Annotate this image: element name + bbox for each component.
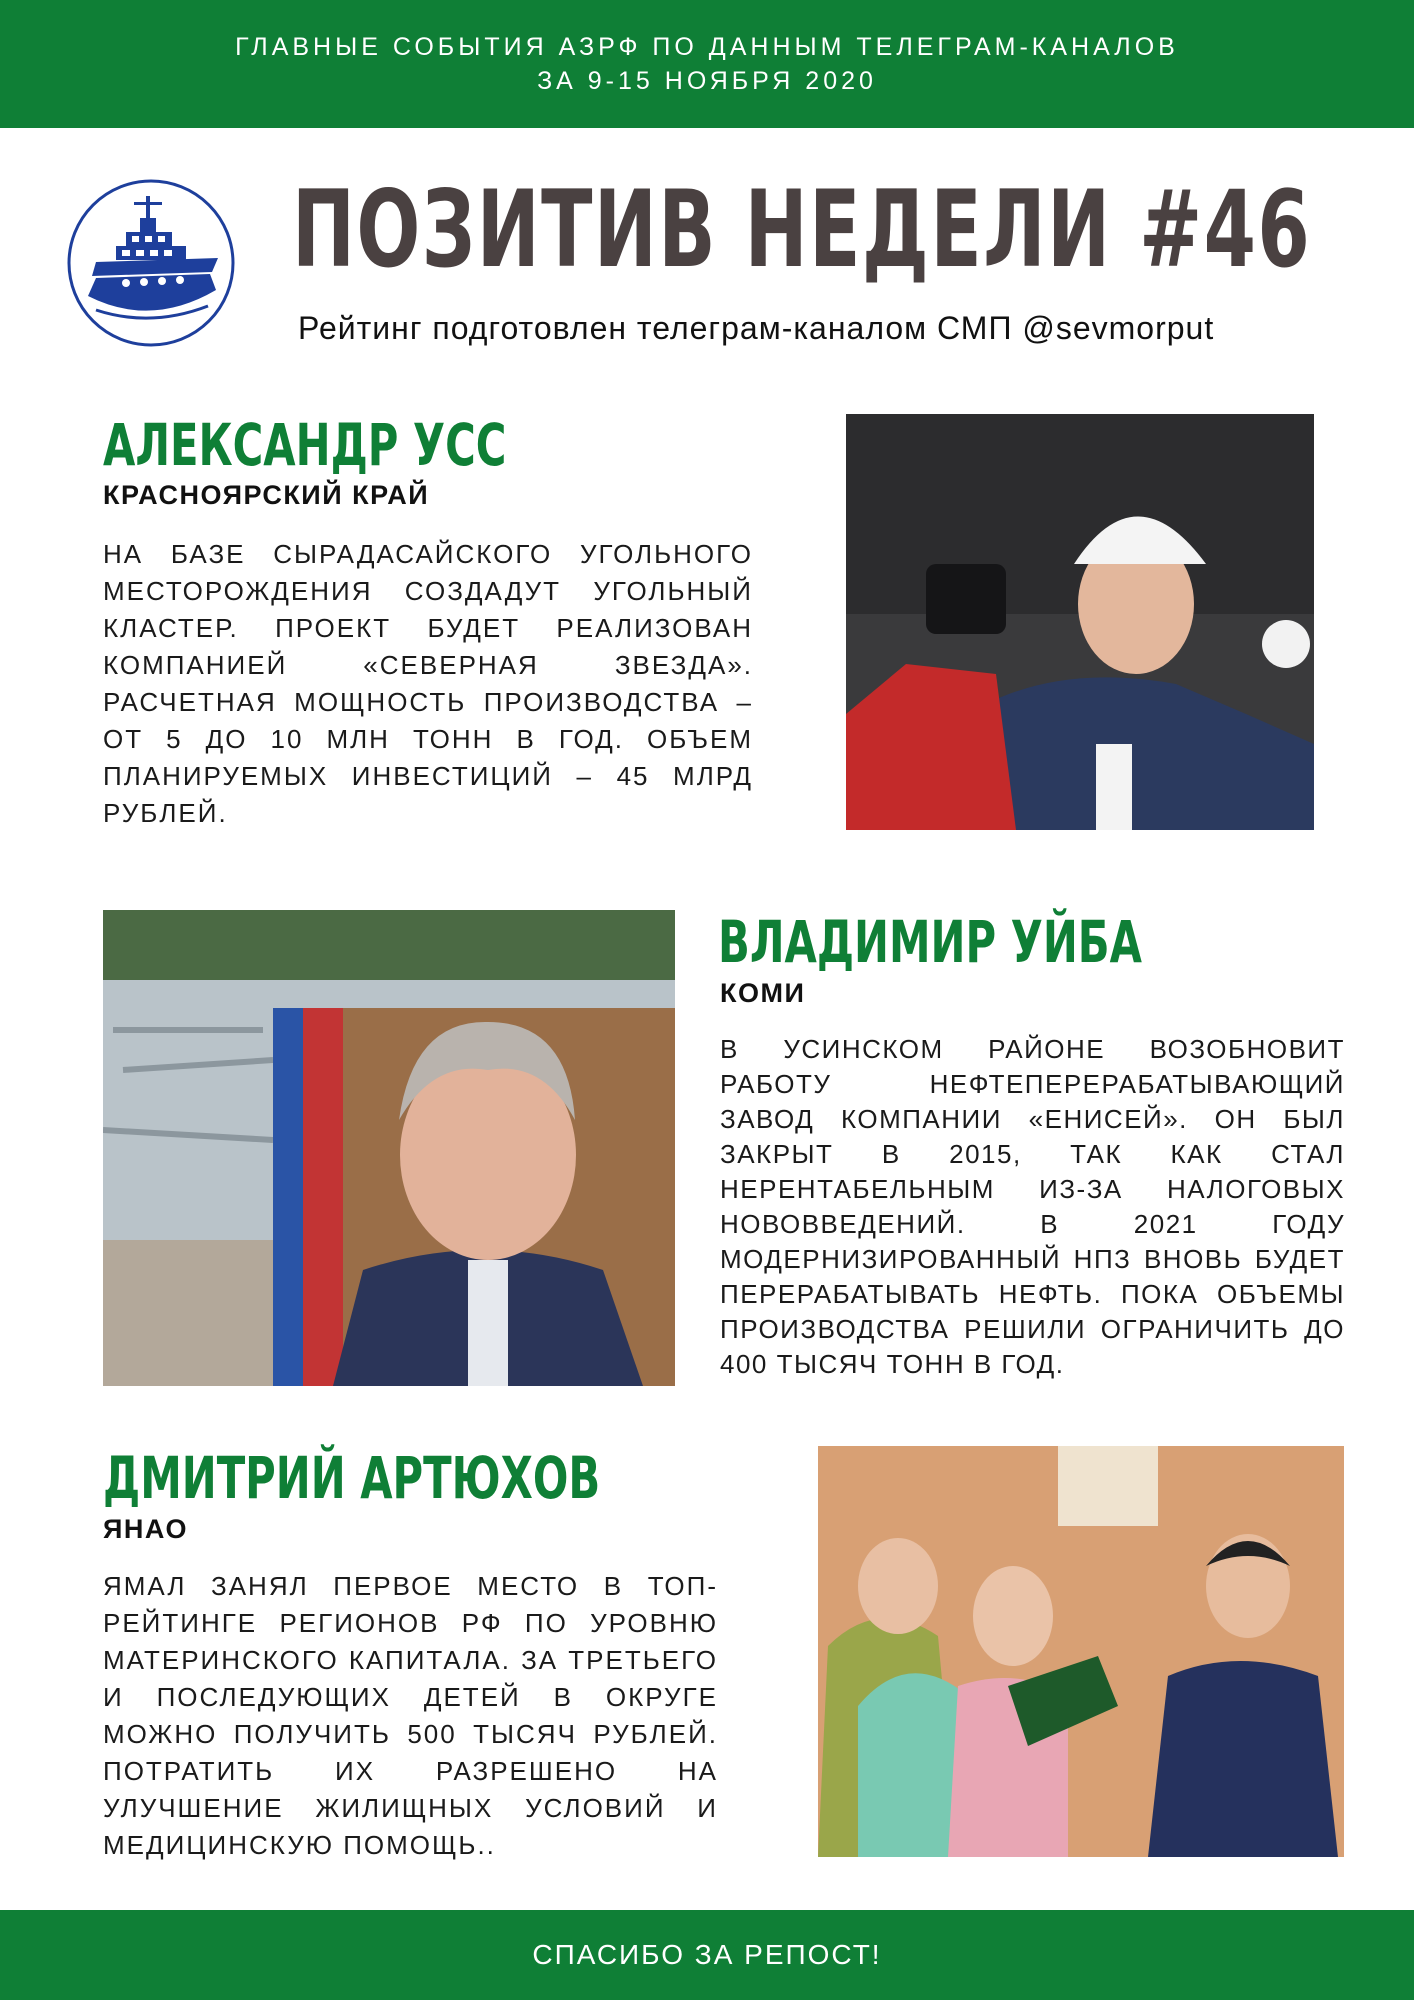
page-title: ПОЗИТИВ НЕДЕЛИ #46	[292, 168, 1312, 291]
entry-1-text: НА БАЗЕ СЫРАДАСАЙСКОГО УГОЛЬНОГО МЕСТОРОЖДЕНИЯ СОЗДАДУТ УГОЛЬНЫЙ КЛАСТЕР. ПРОЕКТ БУДЕТ РЕАЛИЗОВАН КОМПАНИЕЙ «СЕВЕРНАЯ ЗВЕЗДА». РАСЧЕТНАЯ МОЩНОСТЬ ПРОИЗВОДСТВА – ОТ 5 ДО 10 МЛН ТОНН В ГОД. ОБЪЕМ ПЛАНИРУЕМЫХ ИНВЕСТИЦИЙ – 45 МЛРД РУБЛЕЙ.	[103, 539, 753, 828]
page-subtitle: Рейтинг подготовлен телеграм-каналом СМП @sevmorput	[298, 310, 1215, 346]
entry-3-photo	[818, 1446, 1344, 1857]
entry-3-text: ЯМАЛ ЗАНЯЛ ПЕРВОЕ МЕСТО В ТОП-РЕЙТИНГЕ РЕГИОНОВ РФ ПО УРОВНЮ МАТЕРИНСКОГО КАПИТАЛА. ЗА ТРЕТЬЕГО И ПОСЛЕДУЮЩИХ ДЕТЕЙ В ОКРУГЕ МОЖНО ПОЛУЧИТЬ 500 ТЫСЯЧ РУБЛЕЙ. ПОТРАТИТЬ ИХ РАЗРЕШЕНО НА УЛУЧШЕНИЕ ЖИЛИЩНЫХ УСЛОВИЙ И МЕДИЦИНСКУЮ ПОМОЩЬ..	[103, 1571, 718, 1860]
entry-1-name: АЛЕКСАНДР УСС	[103, 411, 507, 479]
entry-2-text: В УСИНСКОМ РАЙОНЕ ВОЗОБНОВИТ РАБОТУ НЕФТЕПЕРЕРАБАТЫВАЮЩИЙ ЗАВОД КОМПАНИИ «ЕНИСЕЙ». ОН БЫЛ ЗАКРЫТ В 2015, ТАК КАК СТАЛ НЕРЕНТАБЕЛЬНЫМ ИЗ-ЗА НАЛОГОВЫХ НОВОВВЕДЕНИЙ. В 2021 ГОДУ МОДЕРНИЗИРОВАННЫЙ НПЗ ВНОВЬ БУДЕТ ПЕРЕРАБАТЫВАТЬ НЕФТЬ. ПОКА ОБЪЕМЫ ПРОИЗВОДСТВА РЕШИЛИ ОГРАНИЧИТЬ ДО 400 ТЫСЯЧ ТОНН В ГОД.	[720, 1034, 1345, 1379]
header-banner	[0, 0, 1414, 128]
entry-1-region: КРАСНОЯРСКИЙ КРАЙ	[103, 480, 430, 510]
entry-2-region: КОМИ	[720, 978, 806, 1008]
entry-3-name: ДМИТРИЙ АРТЮХОВ	[103, 1444, 601, 1512]
entry-2-photo	[103, 910, 675, 1386]
header-line-2: ЗА 9-15 НОЯБРЯ 2020	[537, 67, 877, 95]
icebreaker-ship-icon	[66, 178, 236, 348]
entry-1-photo	[846, 414, 1314, 830]
entry-3-region: ЯНАО	[103, 1514, 189, 1544]
entry-2-name: ВЛАДИМИР УЙБА	[718, 908, 1142, 976]
header-line-1: ГЛАВНЫЕ СОБЫТИЯ АЗРФ ПО ДАННЫМ ТЕЛЕГРАМ-КАНАЛОВ	[235, 33, 1179, 61]
footer-banner: СПАСИБО ЗА РЕПОСТ!	[0, 1910, 1414, 2000]
